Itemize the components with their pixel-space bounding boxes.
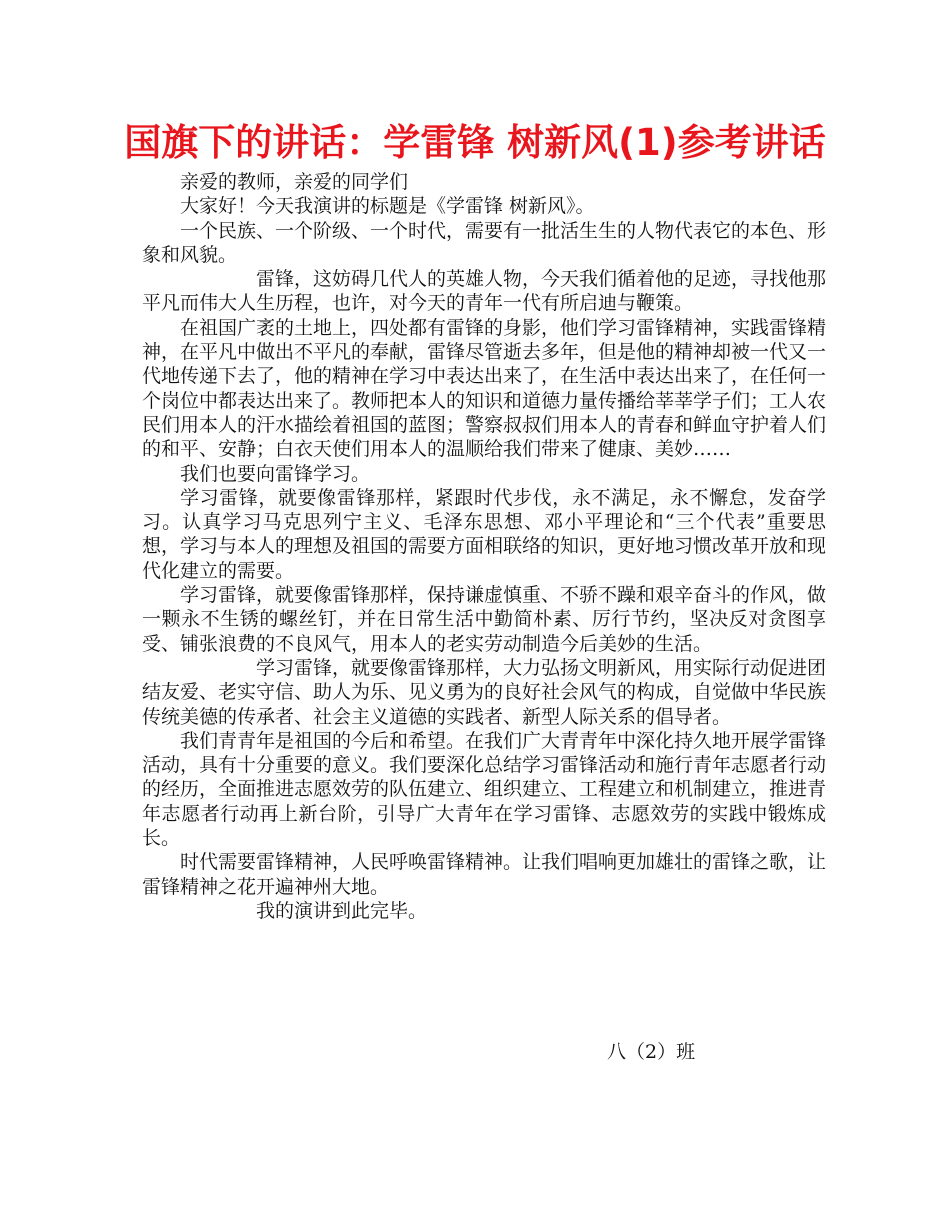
body-paragraph: 在祖国广袤的土地上，四处都有雷锋的身影，他们学习雷锋精神，实践雷锋精神，在平凡中做出不平凡的奉献，雷锋尽管逝去多年，但是他的精神却被一代又一代地传递下去了，他的精神在学习中表达出来了，在生活中表达出来了，在任何一个岗位中都表达出来了。教师把本人的知识和道德力量传播给莘莘学子们；工人农民们用本人的汗水描绘着祖国的蓝图；警察叔叔们用本人的青春和鲜血守护着人们的和平、安静；白衣天使们用本人的温顺给我们带来了健康、美妙…… [142,316,827,461]
body-paragraph: 学习雷锋，就要像雷锋那样，保持谦虚慎重、不骄不躁和艰辛奋斗的作风，做一颗永不生锈的螺丝钉，并在日常生活中勤简朴素、厉行节约，坚决反对贪图享受、铺张浪费的不良风气，用本人的老实劳动制造今后美妙的生活。 [142,584,827,655]
body-paragraph: 我们青青年是祖国的今后和希望。在我们广大青青年中深化持久地开展学雷锋活动，具有十分重要的意义。我们要深化总结学习雷锋活动和施行青年志愿者行动的经历，全面推进志愿效劳的队伍建立、组织建立、工程建立和机制建立，推进青年志愿者行动再上新台阶，引导广大青年在学习雷锋、志愿效劳的实践中锻炼成长。 [142,729,827,850]
class-signature: 八（2）班 [607,1041,696,1063]
body-paragraph: 时代需要雷锋精神，人民呼唤雷锋精神。让我们唱响更加雄壮的雷锋之歌，让雷锋精神之花开遍神州大地。 [142,851,827,898]
body-paragraph: 学习雷锋，就要像雷锋那样，紧跟时代步伐，永不满足，永不懈怠，发奋学习。认真学习马克思列宁主义、毛泽东思想、邓小平理论和“三个代表”重要思想，学习与本人的理想及祖国的需要方面相联络的知识，更好地习惯改革开放和现代化建立的需要。 [142,486,827,582]
closing-paragraph: 我的演讲到此完毕。 [256,899,428,922]
body-paragraph: 我们也要向雷锋学习。 [180,462,371,485]
opening-paragraph: 大家好！今天我演讲的标题是《学雷锋 树新风》。 [180,195,595,218]
body-paragraph: 一个民族、一个阶级、一个时代，需要有一批活生生的人物代表它的本色、形象和风貌。 [142,219,827,266]
greeting-paragraph: 亲爱的教师，亲爱的同学们 [180,171,409,193]
body-paragraph: 雷锋，这妨碍几代人的英雄人物，今天我们循着他的足迹，寻找他那平凡而伟大人生历程，也许，对今天的青年一代有所启迪与鞭策。 [142,268,827,315]
speech-body [142,170,826,923]
body-paragraph: 学习雷锋，就要像雷锋那样，大力弘扬文明新风，用实际行动促进团结友爱、老实守信、助人为乐、见义勇为的良好社会风气的构成，自觉做中华民族传统美德的传承者、社会主义道德的实践者、新型人际关系的倡导者。 [142,656,827,728]
document-title: 国旗下的讲话：学雷锋 树新风(1)参考讲话 [124,121,826,164]
